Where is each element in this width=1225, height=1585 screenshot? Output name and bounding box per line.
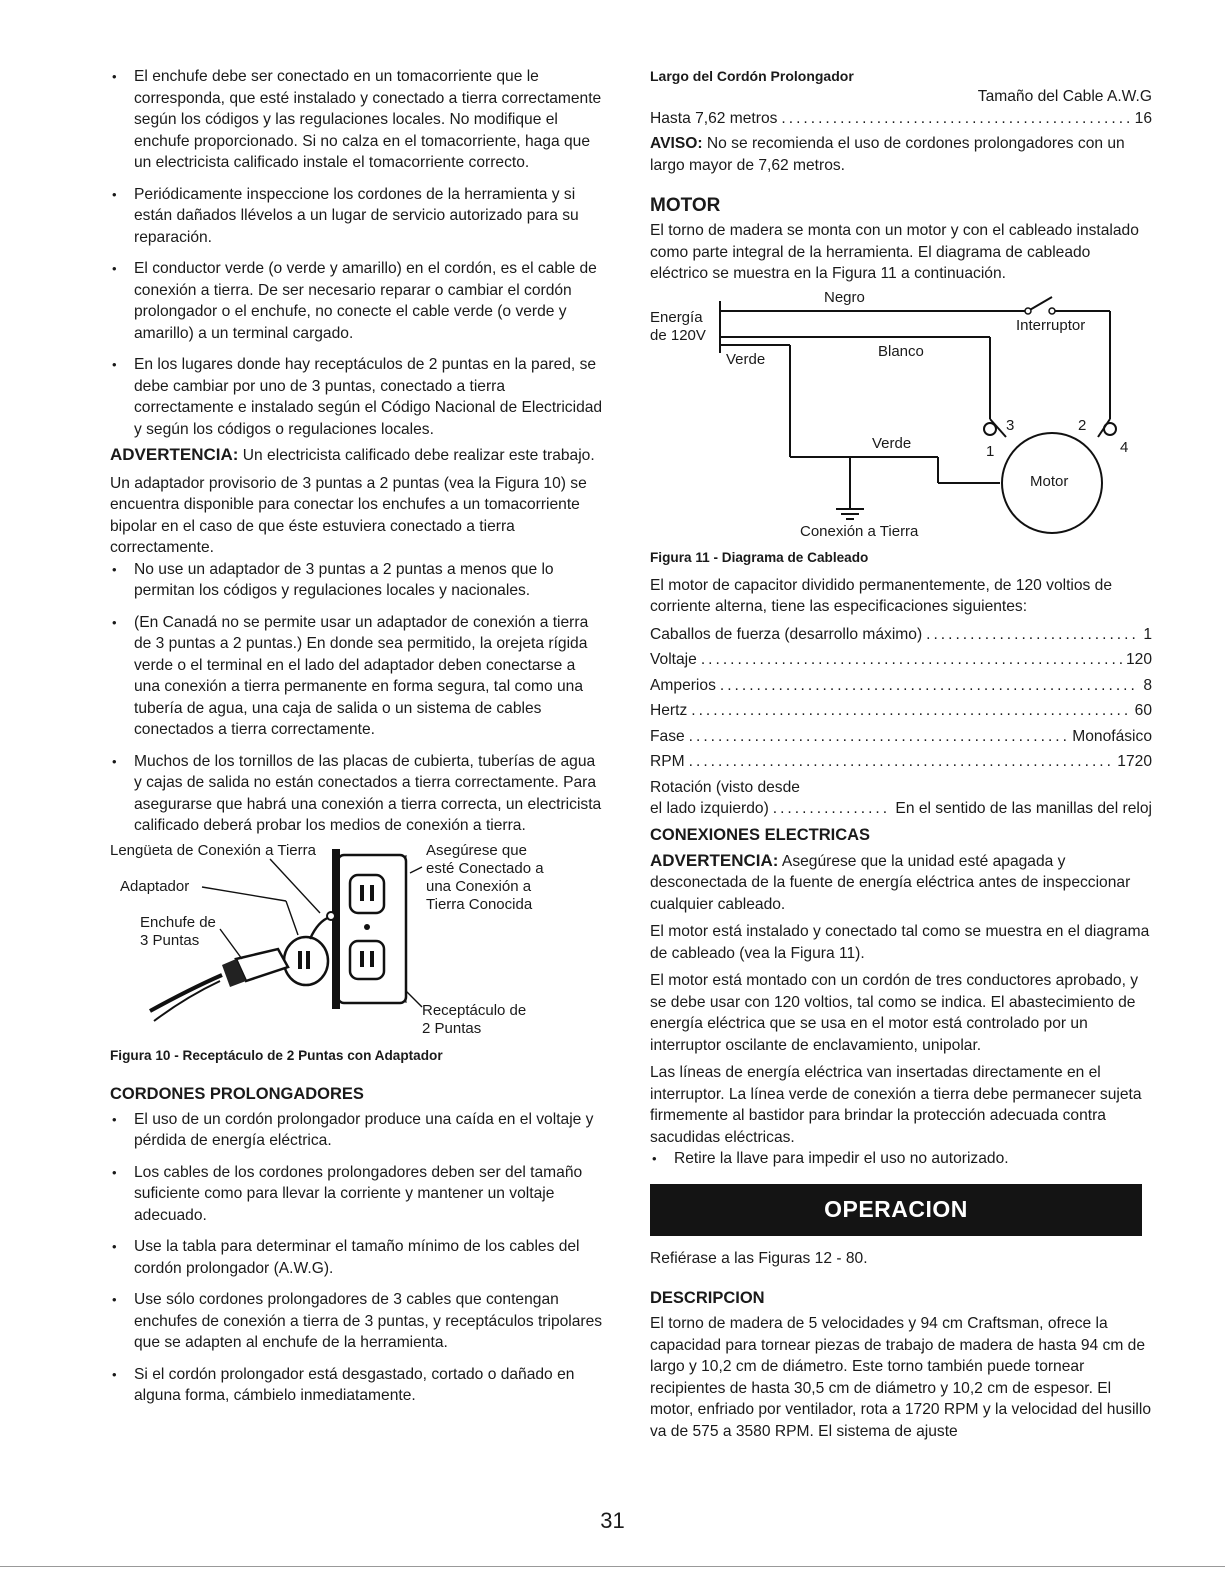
list-item: • En los lugares donde hay receptáculos de 2 puntas en la pared, se debe cambiar por uno de 3 puntas, conectado a tierra correctamente e instalado según el Código Nacional de Electricidad y según los códigos o regulaciones locales.: [110, 354, 605, 440]
spec-row: [650, 624, 1152, 646]
spec-row: [650, 675, 1152, 697]
label-plug-line1: Enchufe de: [140, 913, 216, 931]
spec-list: [650, 624, 1152, 773]
spec-row: [650, 726, 1152, 748]
list-item: • Use la tabla para determinar el tamaño mínimo de los cables del cordón prolongador (A.W.G).: [110, 1236, 605, 1279]
terminal-4: 4: [1120, 438, 1129, 456]
label-energy-line1: Energía: [650, 308, 703, 326]
description-heading: DESCRIPCION: [650, 1289, 765, 1307]
spec-label: RPM: [650, 753, 685, 770]
label-black: Negro: [824, 288, 865, 306]
list-item: • El enchufe debe ser conectado en un tomacorriente que le corresponda, que esté instalado y conectado a tierra correctamente según los códigos y las regulaciones locales. No modifique el enchufe proporcionado. Si no calza en el tomacorriente, haga que un electricista calificado instale el tomacorriente correcto.: [110, 66, 605, 174]
spec-label: Fase: [650, 727, 685, 745]
label-ensure-line1: Asegúrese que: [426, 841, 527, 859]
spec-value: 8: [1143, 676, 1152, 694]
list-item: • Periódicamente inspeccione los cordones de la herramienta y si están dañados llévelos a un lugar de servicio autorizado para su reparación.: [110, 184, 605, 249]
warning-text: Un electricista calificado debe realizar este trabajo.: [238, 447, 595, 464]
figure-11-caption: Figura 11 - Diagrama de Cableado: [650, 549, 869, 565]
adapter-bullets: [110, 559, 605, 837]
label-receptacle-line1: Receptáculo de: [422, 1001, 527, 1019]
terminal-2: 2: [1078, 416, 1087, 434]
spec-label: Caballos de fuerza (desarrollo máximo): [650, 625, 923, 643]
list-item: • El conductor verde (o verde y amarillo) en el cordón, es el cable de conexión a tierra. De ser necesario reparar o cambiar el cordón prolongador o el enchufe, no conecte el cable verde (o verde y amarillo) a un terminal cargado.: [110, 258, 605, 344]
spec-intro: El motor de capacitor dividido permanentemente, de 120 voltios de corriente alterna, tiene las especificaciones siguientes:: [650, 576, 1113, 615]
notice-text: No se recomienda el uso de cordones prolongadores con un largo mayor de 7,62 metros.: [650, 135, 1125, 174]
label-ensure-line2: esté Conectado a: [426, 859, 544, 877]
label-adapter: Adaptador: [120, 877, 190, 895]
label-ground: Conexión a Tierra: [800, 522, 919, 540]
figure-11: [650, 287, 1152, 549]
cord-table-row: [650, 108, 1152, 130]
label-ensure-line3: una Conexión a: [426, 877, 532, 895]
label-plug-line2: 3 Puntas: [140, 931, 200, 949]
adapter-paragraph: Un adaptador provisorio de 3 puntas a 2 puntas (vea la Figura 10) se encuentra disponible para conectar los enchufes a un tomacorriente bipolar en el caso de que éste estuviera conectado a tierra correctamente.: [110, 474, 587, 556]
leader-dots: [691, 700, 1130, 722]
leader-dots: [689, 726, 1069, 748]
motor-paragraph: El torno de madera se monta con un motor y con el cableado instalado como parte integral de la herramienta. El diagrama de cableado eléctrico se muestra en la Figura 11 a continuación.: [650, 222, 1139, 282]
notice-label: AVISO:: [650, 135, 703, 152]
label-ensure-line4: Tierra Conocida: [426, 895, 533, 913]
label-switch: Interruptor: [1016, 316, 1086, 334]
list-item: • (En Canadá no se permite usar un adaptador de conexión a tierra de 3 puntas a 2 puntas.) En donde sea permitido, la orejeta rígida verde o el terminal en el lado del adaptador deben conectarse a una conexión a tierra permanente en forma segura, tal como una tubería de agua, una caja de salida o un sistema de cables conectados a tierra correctamente.: [110, 612, 605, 741]
leader-dots: [689, 751, 1114, 773]
operation-reference: Refiérase a las Figuras 12 - 80.: [650, 1249, 868, 1267]
connections-bullets: [650, 1148, 1152, 1170]
rotation-line1: Rotación (visto desde: [650, 778, 800, 796]
list-item: • No use un adaptador de 3 puntas a 2 puntas a menos que lo permitan los códigos y regulaciones locales y nacionales.: [110, 559, 605, 602]
figure-10-caption: Figura 10 - Receptáculo de 2 Puntas con Adaptador: [110, 1047, 443, 1063]
spec-row: [650, 751, 1152, 773]
right-column: [650, 66, 1152, 1442]
operation-banner: OPERACION: [650, 1184, 1142, 1236]
label-green2: Verde: [872, 434, 912, 452]
spec-value: 1720: [1117, 753, 1152, 770]
connections-paragraph-1: El motor está instalado y conectado tal como se muestra en el diagrama de cableado (vea la Figura 11).: [650, 923, 1150, 962]
list-item: • Los cables de los cordones prolongadores deben ser del tamaño suficiente como para llevar la corriente y mantener un voltaje adecuado.: [110, 1162, 605, 1227]
cord-row-value: 16: [1134, 109, 1152, 127]
notice-paragraph: [650, 133, 1152, 176]
terminal-1: 1: [986, 442, 995, 460]
list-item: • Si el cordón prolongador está desgastado, cortado o dañado en alguna forma, cámbielo inmediatamente.: [110, 1364, 605, 1407]
cords-bullets: [110, 1109, 605, 1407]
label-motor: Motor: [1030, 472, 1069, 490]
leader-dots: [926, 624, 1139, 646]
terminal-3: 3: [1006, 416, 1015, 434]
spec-row: [650, 649, 1152, 671]
spec-label: Hertz: [650, 702, 688, 719]
spec-value: 1: [1143, 625, 1152, 643]
list-item: • Muchos de los tornillos de las placas de cubierta, tuberías de agua y cajas de salida no están conectados a tierra correctamente. Para asegurarse que habrá una conexión a tierra correcta, un electricista calificado deberá probar los medios de conexión a tierra.: [110, 751, 605, 837]
cord-table-subheading: Tamaño del Cable A.W.G: [977, 88, 1152, 105]
warning-disconnect: [650, 850, 1152, 916]
rotation-value: En el sentido de las manillas del reloj: [895, 800, 1152, 817]
rotation-row: [650, 798, 1152, 820]
rotation-label: el lado izquierdo): [650, 800, 769, 817]
left-column: [110, 66, 605, 1417]
connections-paragraph-2: El motor está montado con un cordón de tres conductores aprobado, y se debe usar con 120 voltios, tal como se indica. El abastecimiento de energía eléctrica que se usa en el motor está controlado por un interruptor oscilante de enclavamiento, unipolar.: [650, 972, 1139, 1054]
leader-dots: [720, 675, 1139, 697]
label-receptacle-line2: 2 Puntas: [422, 1019, 482, 1037]
spec-value: 120: [1125, 651, 1152, 668]
grounding-bullets: [110, 66, 605, 440]
page-number: 31: [600, 1508, 625, 1533]
label-white: Blanco: [878, 342, 924, 360]
spec-label: Voltaje: [650, 651, 697, 668]
spec-label: Amperios: [650, 676, 716, 694]
label-energy-line2: de 120V: [650, 326, 706, 344]
list-item: • El uso de un cordón prolongador produce una caída en el voltaje y pérdida de energía eléctrica.: [110, 1109, 605, 1152]
cords-heading: CORDONES PROLONGADORES: [110, 1084, 364, 1103]
warning-text: Asegúrese que la unidad esté apagada y desconectada de la fuente de energía eléctrica antes de inspeccionar cualquier cableado.: [650, 852, 1131, 913]
spec-value: Monofásico: [1072, 727, 1152, 745]
leader-dots: [701, 649, 1122, 671]
leader-dots: [773, 798, 892, 820]
list-item: • Use sólo cordones prolongadores de 3 cables que contengan enchufes de conexión a tierra de 3 puntas, y receptáculos tripolares que se adapten al enchufe de la herramienta.: [110, 1289, 605, 1354]
spec-row: [650, 700, 1152, 722]
bottom-rule: [0, 1566, 1225, 1567]
connections-paragraph-3: Las líneas de energía eléctrica van insertadas directamente en el interruptor. La línea verde de conexión a tierra debe permanecer sujeta firmemente al bastidor para brindar la protección adecuada contra sacudidas eléctricas.: [650, 1064, 1142, 1146]
warning-electrician: [110, 444, 605, 467]
spec-value: 60: [1134, 702, 1152, 719]
label-ground-tab: Lengüeta de Conexión a Tierra: [110, 841, 316, 859]
motor-heading: MOTOR: [650, 195, 721, 216]
warning-label: ADVERTENCIA:: [650, 850, 779, 870]
label-green1: Verde: [726, 350, 766, 368]
list-item: • Retire la llave para impedir el uso no autorizado.: [650, 1148, 1152, 1170]
connections-heading: CONEXIONES ELECTRICAS: [650, 825, 871, 844]
cord-table-heading: Largo del Cordón Prolongador: [650, 68, 854, 84]
description-paragraph: El torno de madera de 5 velocidades y 94 cm Craftsman, ofrece la capacidad para tornear piezas de trabajo de madera de hasta 94 cm de largo y 10,2 cm de diámetro. Este torno también puede tornear recipientes de hasta 30,5 cm de diámetro y 10,2 cm de espesor. El motor, enfriado por ventilador, rota a 1720 RPM y la velocidad del husillo va de 575 a 3580 RPM. El sistema de ajuste: [650, 1315, 1152, 1440]
cord-row-label: Hasta 7,62 metros: [650, 109, 778, 127]
figure-10: [110, 841, 605, 1041]
warning-label: ADVERTENCIA:: [110, 445, 239, 464]
leader-dots: [781, 108, 1130, 130]
